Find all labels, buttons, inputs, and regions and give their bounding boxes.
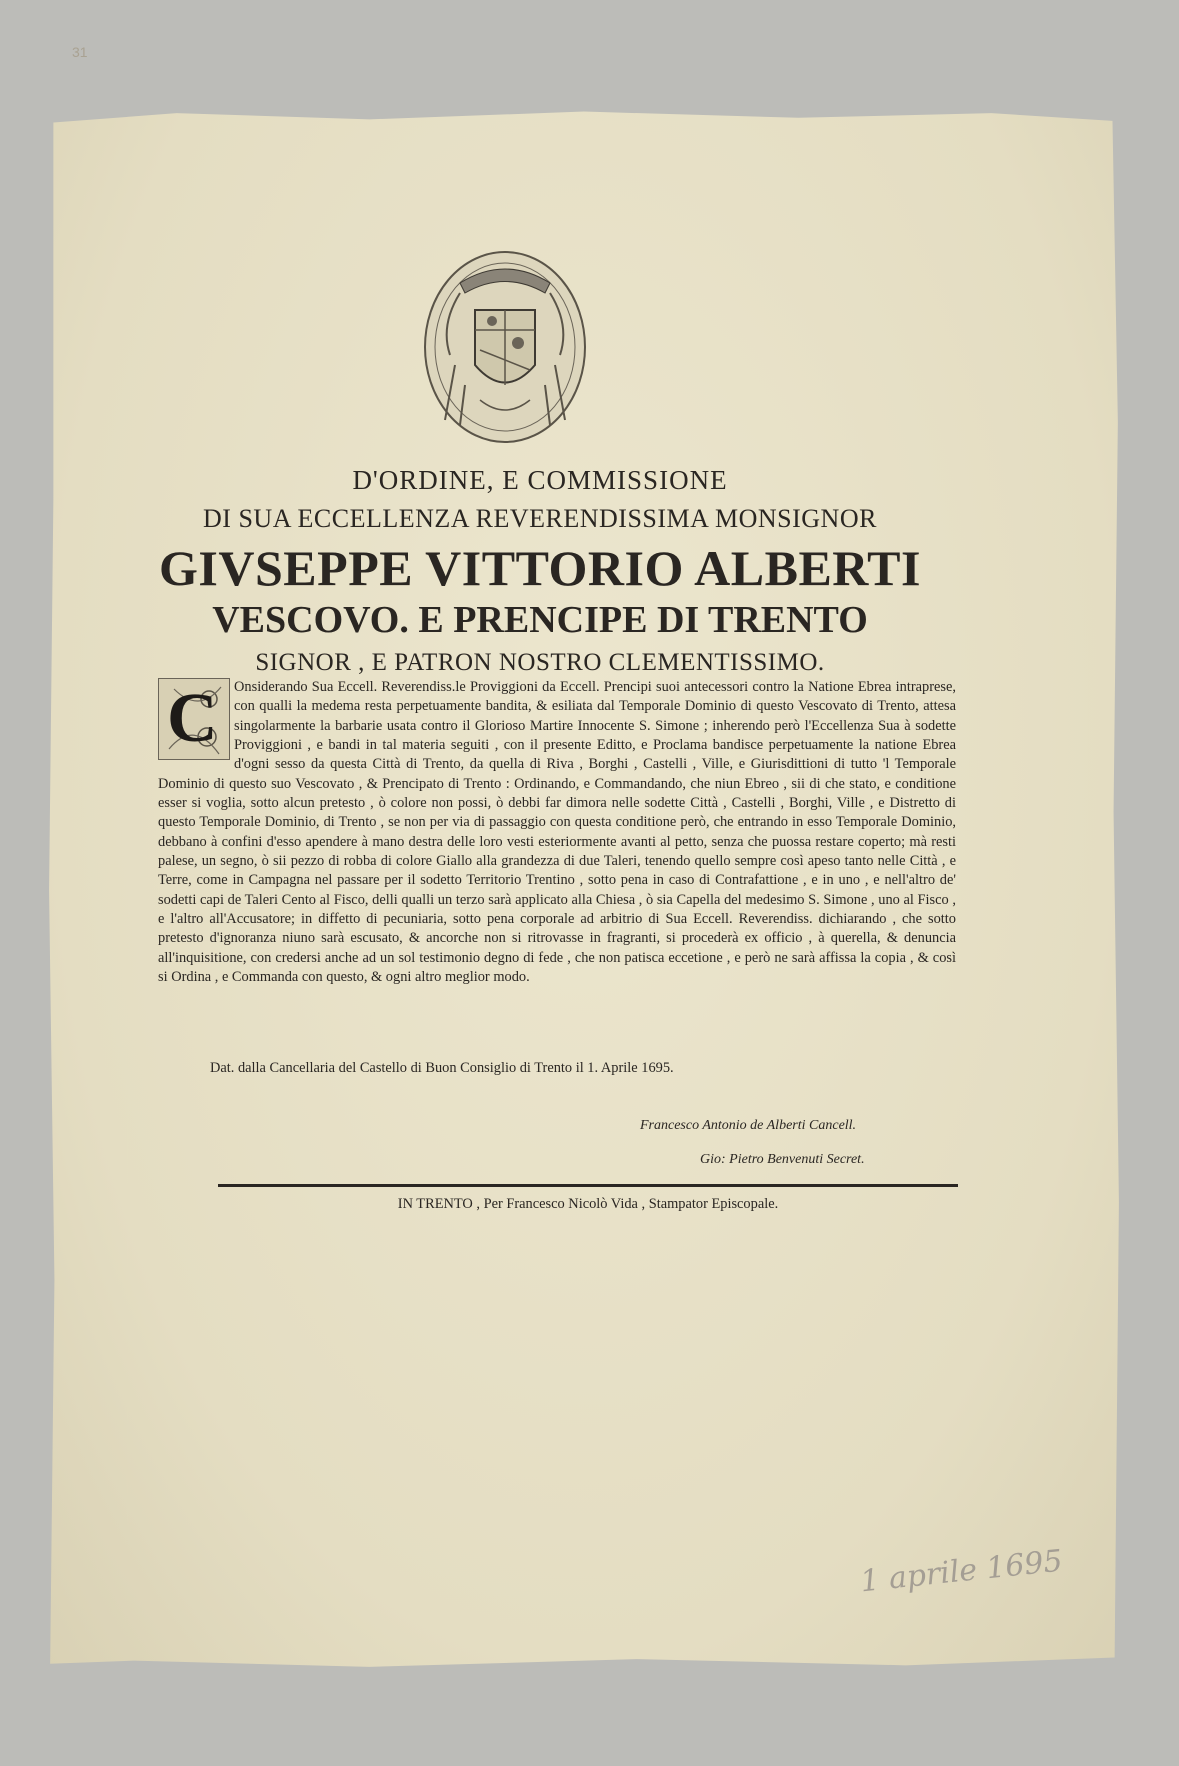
signature-chancellor: Francesco Antonio de Alberti Cancell. <box>640 1118 857 1133</box>
signature-secretary: Gio: Pietro Benvenuti Secret. <box>700 1152 865 1167</box>
title-line-signor: SIGNOR , E PATRON NOSTRO CLEMENTISSIMO. <box>255 649 825 676</box>
title-line-name: GIVSEPPE VITTORIO ALBERTI <box>159 540 921 596</box>
handwritten-date-note: 1 aprile 1695 <box>858 1543 1065 1600</box>
title-line-excellency: DI SUA ECCELLENZA REVERENDISSIMA MONSIGNOR <box>203 504 877 533</box>
divider-rule <box>218 1184 958 1187</box>
coat-of-arms-icon <box>420 235 590 445</box>
drop-cap-letter: C <box>167 680 218 757</box>
coat-of-arms-emblem <box>420 235 590 445</box>
title-line-order: D'ORDINE, E COMMISSIONE <box>352 465 728 495</box>
decorated-initial <box>158 678 230 760</box>
title-block <box>100 460 980 684</box>
edict-body <box>158 678 956 988</box>
margin-number: 31 <box>72 44 88 60</box>
edict-text: Onsiderando Sua Eccell. Reverendiss.le Proviggioni da Eccell. Prencipi suoi antecessori contro la Natione Ebrea intraprese, con qualli la medema resta perpetuamente bandita, & esiliata dal Temporale Dominio di questo Vescovato di Trento, attesa singolarmente la barbarie usata contro il Glorioso Martire Innocente S. Simone ; inherendo però l'Eccellenza Sua à sodette Proviggioni , e bandi in tal materia seguiti , con il presente Editto, e Proclama bandisce perpetuamente la natione Ebrea d'ogni sesso da questa Città di Trento, da quella di Riva , Borghi , Castelli , Ville, e Giurisdittioni di tutto 'l Temporale Dominio di questo suo Vescovato , & Prencipato di Trento : Ordinando, e Commandando, che niun Ebreo , sii di che stato, e conditione esser si voglia, sotto alcun pretesto , ò colore non possi, ò debbi far dimora nelle sodette Città , Castelli , Borghi, Ville , e Distretto di questo Temporale Dominio, di Trento , se non per via di passaggio con questa conditione però, che entrando in esso Temporale Dominio, debbano à confini d'esso apendere à mano destra delle loro vesti esteriormente avanti al petto, senza che puossa restare coperto; mà resti palese, un segno, ò sii pezzo di robba di colore Giallo alla grandezza di due Taleri, tenendo quello sempre così apeso tanto nelle Città , e Terre, come in Campagna nel passare per il sodetto Territorio Trentino , sotto pena in caso di Contrafattione , e in uno , e nell'altro de' sodetti capi de Taleri Cento al Fisco, delli qualli un terzo sarà applicato alla Chiesa , ò sia Capella del medesimo S. Simone , uno al Fisco , e l'altro all'Accusatore; in diffetto di pecuniaria, sotto pena corporale ad arbitrio di Sua Eccell. Reverendiss. dichiarando , che sotto pretesto d'ignoranza niuno sarà escusato, & ancorche non si ritrovasse in fragranti, si procederà ex officio , à querella, & denuncia all'inquisitione, con credersi anche ad un sol testimonio degno di fede , che non patisca eccetione , e però ne sarà affissa la copia , & così si Ordina , e Commanda con questo, & ogni altro meglior modo. <box>158 679 956 986</box>
title-line-office: VESCOVO. E PRENCIPE DI TRENTO <box>212 599 868 641</box>
printer-imprint: IN TRENTO , Per Francesco Nicolò Vida , Stampator Episcopale. <box>397 1196 779 1212</box>
date-line: Dat. dalla Cancellaria del Castello di Buon Consiglio di Trento il 1. Aprile 1695. <box>210 1060 674 1076</box>
